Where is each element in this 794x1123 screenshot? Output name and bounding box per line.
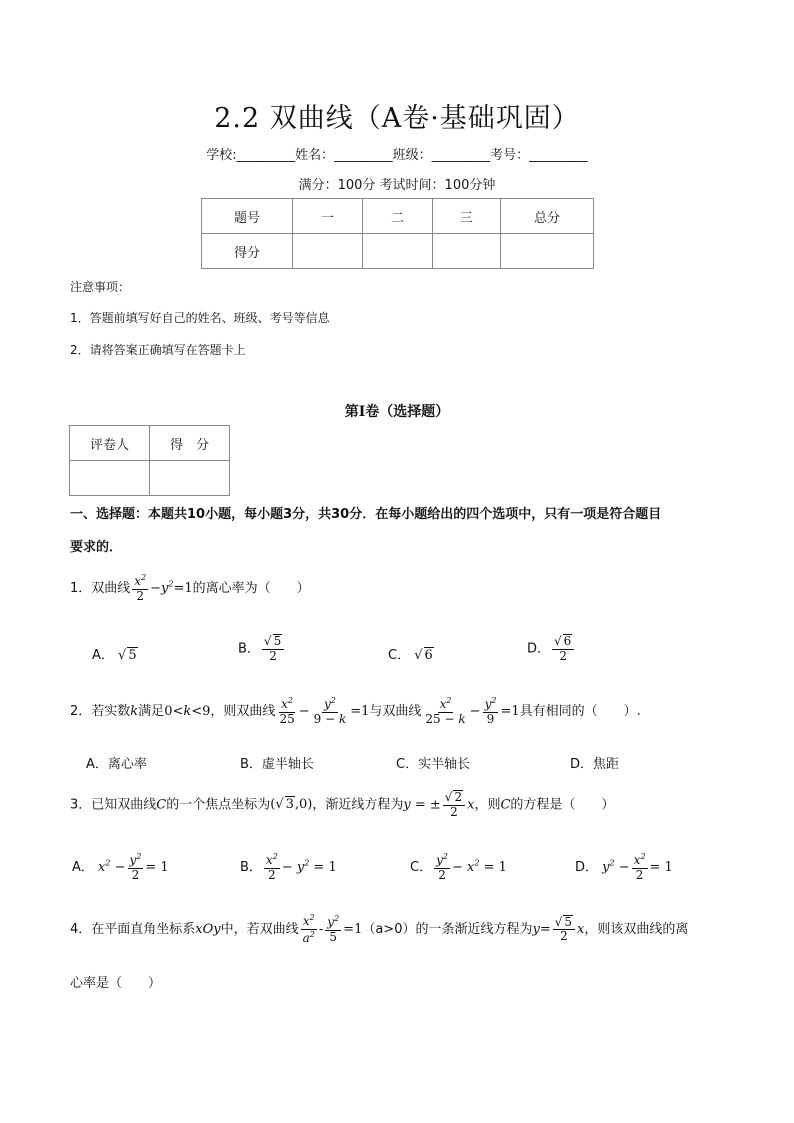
score-cell[interactable] — [363, 234, 432, 269]
option-a[interactable]: A． $x^2$ − $\frac{y^2}{2}$ = 1 — [72, 852, 169, 882]
option-d[interactable]: D．焦距 — [570, 757, 620, 772]
score-table-header: 题号 — [202, 199, 293, 234]
grader-cell[interactable] — [149, 461, 229, 496]
grader-header: 得 分 — [149, 426, 229, 461]
option-d[interactable]: D． $\frac{√ 6}{2}$ — [527, 634, 576, 664]
option-c[interactable]: C． √ 6 — [388, 648, 433, 663]
notes-item: 2．请将答案正确填写在答题卡上 — [70, 343, 246, 357]
score-table-header: 二 — [363, 199, 432, 234]
page-title: 2.2 双曲线（A卷·基础巩固） — [214, 103, 580, 134]
grader-header: 评卷人 — [70, 426, 150, 461]
grader-table — [69, 425, 230, 496]
score-table-header: 一 — [293, 199, 363, 234]
score-cell[interactable] — [500, 234, 593, 269]
option-b[interactable]: B．虚半轴长 — [240, 757, 314, 772]
notes-item: 1．答题前填写好自己的姓名、班级、考号等信息 — [70, 311, 330, 325]
option-c[interactable]: C．实半轴长 — [396, 757, 471, 772]
question-2: 2．若实数k满足0<k<9，则双曲线 $\frac{x^2}{25}$ − $\frac{y^2}{9 - k}$ =1与双曲线 $\frac{x^2}{25 - k}$ − $\frac{y^2}{9}$ =1具有相同的（ ）. — [70, 696, 641, 726]
option-b[interactable]: B． $\frac{x^2}{2}$ − $y^2 = 1$ — [240, 852, 337, 882]
option-b[interactable]: B． $\frac{√ 5}{2}$ — [238, 634, 286, 664]
question-3: 3．已知双曲线C的一个焦点坐标为(√ 3,0)，渐近线方程为y = ± $\frac{√ 2}{2}$ x，则C的方程是（ ） — [70, 790, 615, 819]
question-4-cont: 心率是（ ） — [70, 976, 162, 991]
question-text: 1．双曲线 — [70, 580, 131, 596]
score-table — [201, 198, 594, 269]
notes-heading: 注意事项： — [70, 280, 131, 294]
question-text: 的离心率为（ ） — [192, 580, 310, 596]
grader-cell[interactable] — [70, 461, 150, 496]
score-table-header: 总分 — [500, 199, 593, 234]
part-heading-cont: 要求的． — [70, 540, 123, 555]
score-cell[interactable] — [293, 234, 363, 269]
student-info-line: 学校:_________姓名：_________班级：_________考号：_________ — [206, 148, 588, 163]
option-d[interactable]: D． $y^2$ − $\frac{x^2}{2}$ = 1 — [575, 852, 673, 882]
math-fraction: $\frac{x^2}{2}$ — [134, 573, 147, 603]
score-cell[interactable] — [432, 234, 500, 269]
part-heading: 一、选择题：本题共10小题，每小题3分，共30分．在每小题给出的四个选项中，只有一项是符合题目 — [70, 507, 662, 522]
option-a[interactable]: A． √ 5 — [92, 648, 137, 663]
score-row-label: 得分 — [202, 234, 293, 269]
option-a[interactable]: A．离心率 — [86, 757, 147, 772]
section-title: 第I卷（选择题） — [344, 404, 450, 420]
question-1: 1．双曲线 $\frac{x^2}{2}$ $-y^2=1$的离心率为（ ） — [70, 573, 310, 603]
option-c[interactable]: C． $\frac{y^2}{2}$ − $x^2 = 1$ — [410, 852, 507, 882]
question-4: 4．在平面直角坐标系xOy中，若双曲线 $\frac{x^2}{a^2}$ - $\frac{y^2}{5}$ =1（a>0）的一条渐近线方程为y= $\frac{√ 5}{2}$ x，则该双曲线的离 — [70, 913, 689, 945]
score-time-line: 满分：100分 考试时间：100分钟 — [298, 178, 496, 193]
score-table-header: 三 — [432, 199, 500, 234]
